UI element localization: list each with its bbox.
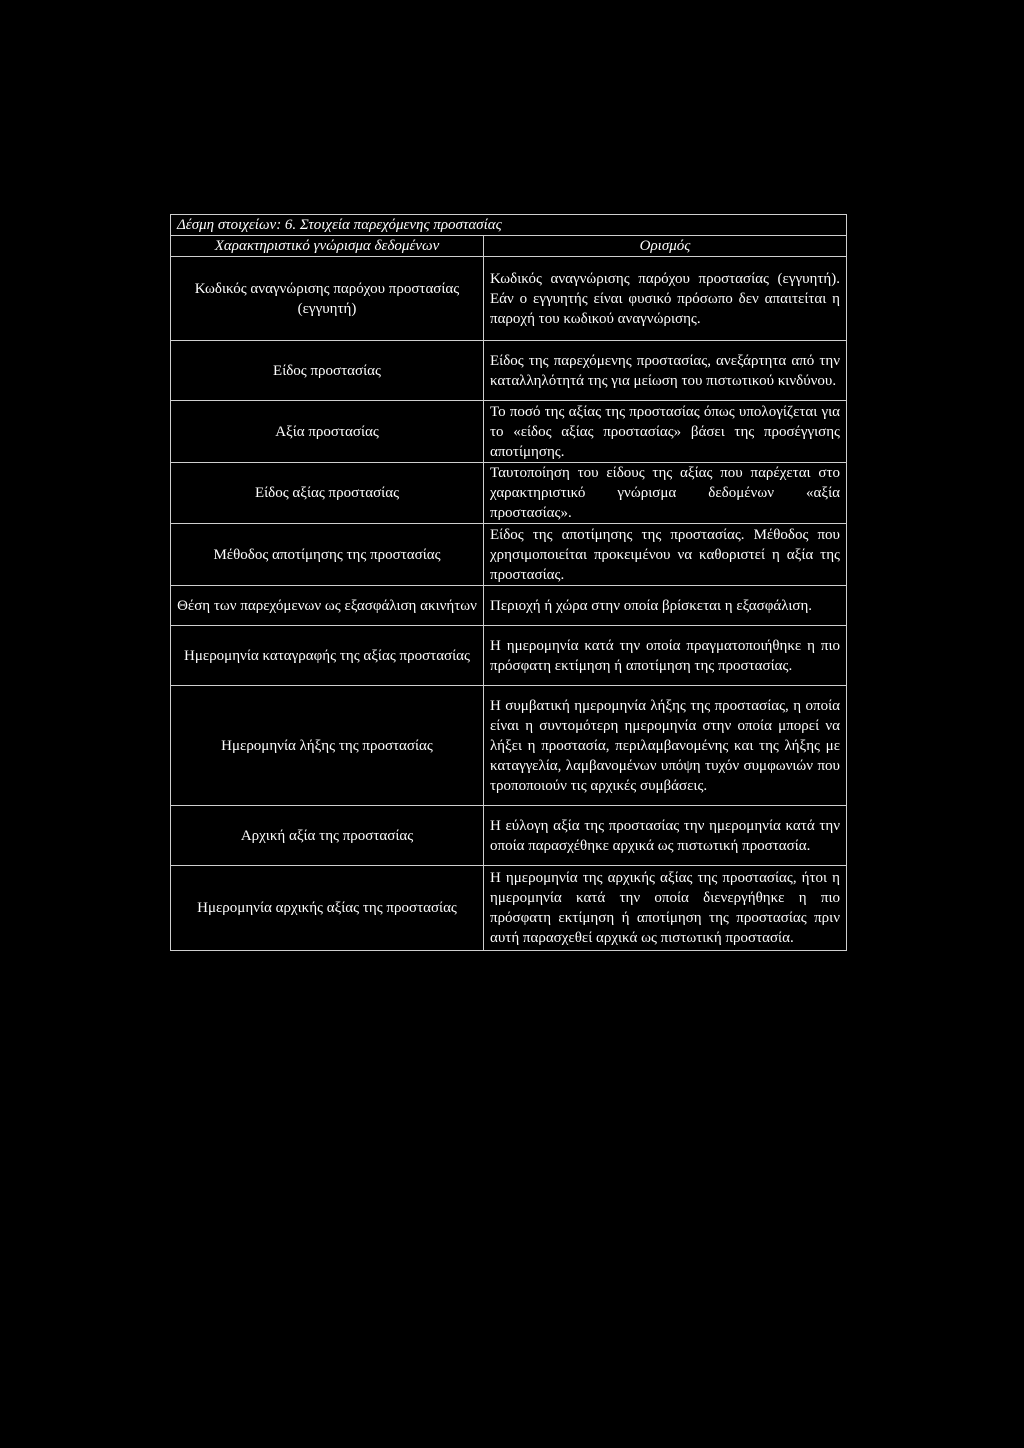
attribute-definition: Ταυτοποίηση του είδους της αξίας που παρέχεται στο χαρακτηριστικό γνώρισμα δεδομένων «αξία προστασίας». xyxy=(484,463,847,524)
table-row xyxy=(171,341,847,401)
table-row xyxy=(171,586,847,626)
data-attributes-table xyxy=(170,214,847,951)
attribute-term: Αρχική αξία της προστασίας xyxy=(171,806,484,866)
attribute-definition: Είδος της παρεχόμενης προστασίας, ανεξάρτητα από την καταλληλότητά της για μείωση του πιστωτικού κινδύνου. xyxy=(484,341,847,401)
attribute-definition: Το ποσό της αξίας της προστασίας όπως υπολογίζεται για το «είδος αξίας προστασίας» βάσει της προσέγγισης αποτίμησης. xyxy=(484,401,847,463)
attribute-term: Είδος προστασίας xyxy=(171,341,484,401)
attribute-definition: Είδος της αποτίμησης της προστασίας. Μέθοδος που χρησιμοποιείται προκειμένου να καθοριστεί η αξία της προστασίας. xyxy=(484,524,847,586)
attribute-definition: Η ημερομηνία της αρχικής αξίας της προστασίας, ήτοι η ημερομηνία κατά την οποία διενεργήθηκε η πιο πρόσφατη εκτίμηση ή αποτίμηση της προστασίας πριν αυτή παρασχεθεί αρχικά ως πιστωτική προστασία. xyxy=(484,866,847,951)
table-row xyxy=(171,257,847,341)
column-header-attribute: Χαρακτηριστικό γνώρισμα δεδομένων xyxy=(171,236,484,257)
data-set-title: Δέσμη στοιχείων: 6. Στοιχεία παρεχόμενης προστασίας xyxy=(171,215,847,236)
attribute-term: Θέση των παρεχόμενων ως εξασφάλιση ακινήτων xyxy=(171,586,484,626)
attribute-term: Ημερομηνία αρχικής αξίας της προστασίας xyxy=(171,866,484,951)
attribute-term: Είδος αξίας προστασίας xyxy=(171,463,484,524)
attribute-term: Κωδικός αναγνώρισης παρόχου προστασίας (εγγυητή) xyxy=(171,257,484,341)
attribute-term: Αξία προστασίας xyxy=(171,401,484,463)
attribute-definition: Η εύλογη αξία της προστασίας την ημερομηνία κατά την οποία παρασχέθηκε αρχικά ως πιστωτική προστασία. xyxy=(484,806,847,866)
attribute-definition: Κωδικός αναγνώρισης παρόχου προστασίας (εγγυητή). Εάν ο εγγυητής είναι φυσικό πρόσωπο δεν απαιτείται η παροχή του κωδικού αναγνώρισης. xyxy=(484,257,847,341)
data-set-table-container xyxy=(170,214,846,951)
attribute-definition: Η συμβατική ημερομηνία λήξης της προστασίας, η οποία είναι η συντομότερη ημερομηνία στην οποία μπορεί να λήξει η προστασία, περιλαμβανομένης και της λήξης με καταγγελία, λαμβανομένων υπόψη τυχόν συμφωνιών που τροποποιούν τις αρχικές συμβάσεις. xyxy=(484,686,847,806)
table-row xyxy=(171,463,847,524)
attribute-term: Ημερομηνία λήξης της προστασίας xyxy=(171,686,484,806)
table-title-row xyxy=(171,215,847,236)
table-row xyxy=(171,866,847,951)
attribute-definition: Περιοχή ή χώρα στην οποία βρίσκεται η εξασφάλιση. xyxy=(484,586,847,626)
table-row xyxy=(171,401,847,463)
table-row xyxy=(171,806,847,866)
attribute-definition: Η ημερομηνία κατά την οποία πραγματοποιήθηκε η πιο πρόσφατη εκτίμηση ή αποτίμηση της προστασίας. xyxy=(484,626,847,686)
column-header-definition: Ορισμός xyxy=(484,236,847,257)
attribute-term: Ημερομηνία καταγραφής της αξίας προστασίας xyxy=(171,626,484,686)
table-row xyxy=(171,626,847,686)
table-row xyxy=(171,686,847,806)
attribute-term: Μέθοδος αποτίμησης της προστασίας xyxy=(171,524,484,586)
table-header-row xyxy=(171,236,847,257)
table-row xyxy=(171,524,847,586)
